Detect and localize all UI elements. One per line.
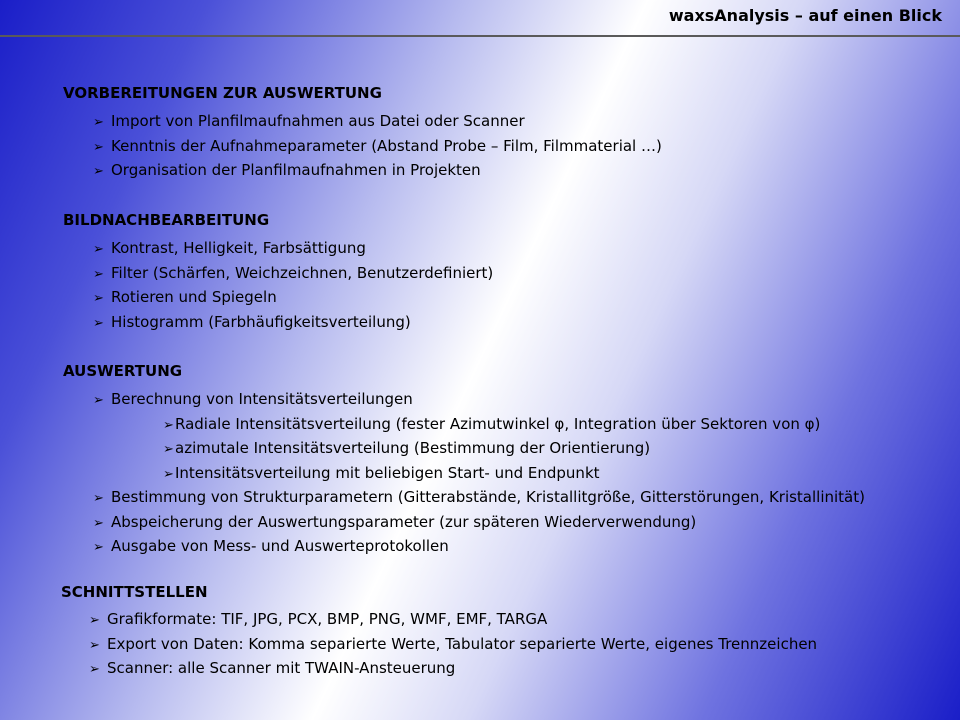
list-item: ➢ Import von Planfilmaufnahmen aus Datei oder Scanner — [93, 110, 662, 135]
list-item: ➢ Organisation der Planfilmaufnahmen in Projekten — [93, 159, 662, 184]
list-item: ➢ Ausgabe von Mess- und Auswerteprotokollen — [93, 535, 865, 560]
list-item: ➢ Histogramm (Farbhäufigkeitsverteilung) — [93, 311, 493, 336]
arrow-bullet-icon: ➢ — [93, 515, 104, 531]
arrow-bullet-icon: ➢ — [89, 613, 100, 628]
list-item: ➢ Kenntnis der Aufnahmeparameter (Abstand Probe – Film, Filmmaterial …) — [93, 135, 662, 160]
sub-list-item: ➢ Intensitätsverteilung mit beliebigen Start- und Endpunkt — [93, 462, 865, 487]
list-item: ➢ Rotieren und Spiegeln — [93, 286, 493, 311]
section-heading-schnittstellen: SCHNITTSTELLEN — [61, 583, 208, 601]
section-list-schnittstellen — [89, 608, 817, 682]
section-heading-auswertung: AUSWERTUNG — [63, 362, 183, 380]
arrow-bullet-icon: ➢ — [89, 637, 100, 653]
list-item: ➢ Filter (Schärfen, Weichzeichnen, Benutzerdefiniert) — [93, 262, 493, 287]
arrow-bullet-icon: ➢ — [163, 442, 174, 457]
arrow-bullet-icon: ➢ — [93, 491, 104, 506]
arrow-bullet-icon: ➢ — [93, 315, 104, 331]
section-heading-vorbereitungen: VORBEREITUNGEN ZUR AUSWERTUNG — [63, 84, 382, 102]
arrow-bullet-icon: ➢ — [89, 662, 100, 677]
arrow-bullet-icon: ➢ — [93, 242, 104, 257]
slide-title: waxsAnalysis – auf einen Blick — [668, 6, 942, 25]
list-item: ➢ Bestimmung von Strukturparametern (Gitterabstände, Kristallitgröße, Gitterstörungen, Kristallinität) — [93, 486, 865, 511]
sub-list-item: ➢ azimutale Intensitätsverteilung (Bestimmung der Orientierung) — [93, 437, 865, 462]
arrow-bullet-icon: ➢ — [93, 393, 104, 408]
arrow-bullet-icon: ➢ — [93, 291, 104, 306]
arrow-bullet-icon: ➢ — [163, 466, 174, 482]
list-item: ➢ Abspeicherung der Auswertungsparameter (zur späteren Wiederverwendung) — [93, 511, 865, 536]
arrow-bullet-icon: ➢ — [93, 115, 104, 130]
arrow-bullet-icon: ➢ — [93, 266, 104, 282]
section-list-bildnachbearbeitung — [93, 237, 493, 335]
list-item: ➢ Grafikformate: TIF, JPG, PCX, BMP, PNG, WMF, EMF, TARGA — [89, 608, 817, 633]
arrow-bullet-icon: ➢ — [93, 540, 104, 555]
section-heading-bildnachbearbeitung: BILDNACHBEARBEITUNG — [63, 211, 270, 229]
sub-list-item: ➢ Radiale Intensitätsverteilung (fester Azimutwinkel φ, Integration über Sektoren von φ) — [93, 413, 865, 438]
section-list-vorbereitungen — [93, 110, 662, 184]
title-divider — [0, 35, 960, 37]
arrow-bullet-icon: ➢ — [93, 139, 104, 155]
list-item: ➢ Kontrast, Helligkeit, Farbsättigung — [93, 237, 493, 262]
arrow-bullet-icon: ➢ — [93, 164, 104, 179]
section-list-auswertung — [93, 388, 865, 560]
list-item: ➢ Export von Daten: Komma separierte Werte, Tabulator separierte Werte, eigenes Trennzeichen — [89, 633, 817, 658]
list-item: ➢ Scanner: alle Scanner mit TWAIN-Ansteuerung — [89, 657, 817, 682]
list-item: ➢ Berechnung von Intensitätsverteilungen — [93, 388, 865, 413]
arrow-bullet-icon: ➢ — [163, 417, 174, 433]
